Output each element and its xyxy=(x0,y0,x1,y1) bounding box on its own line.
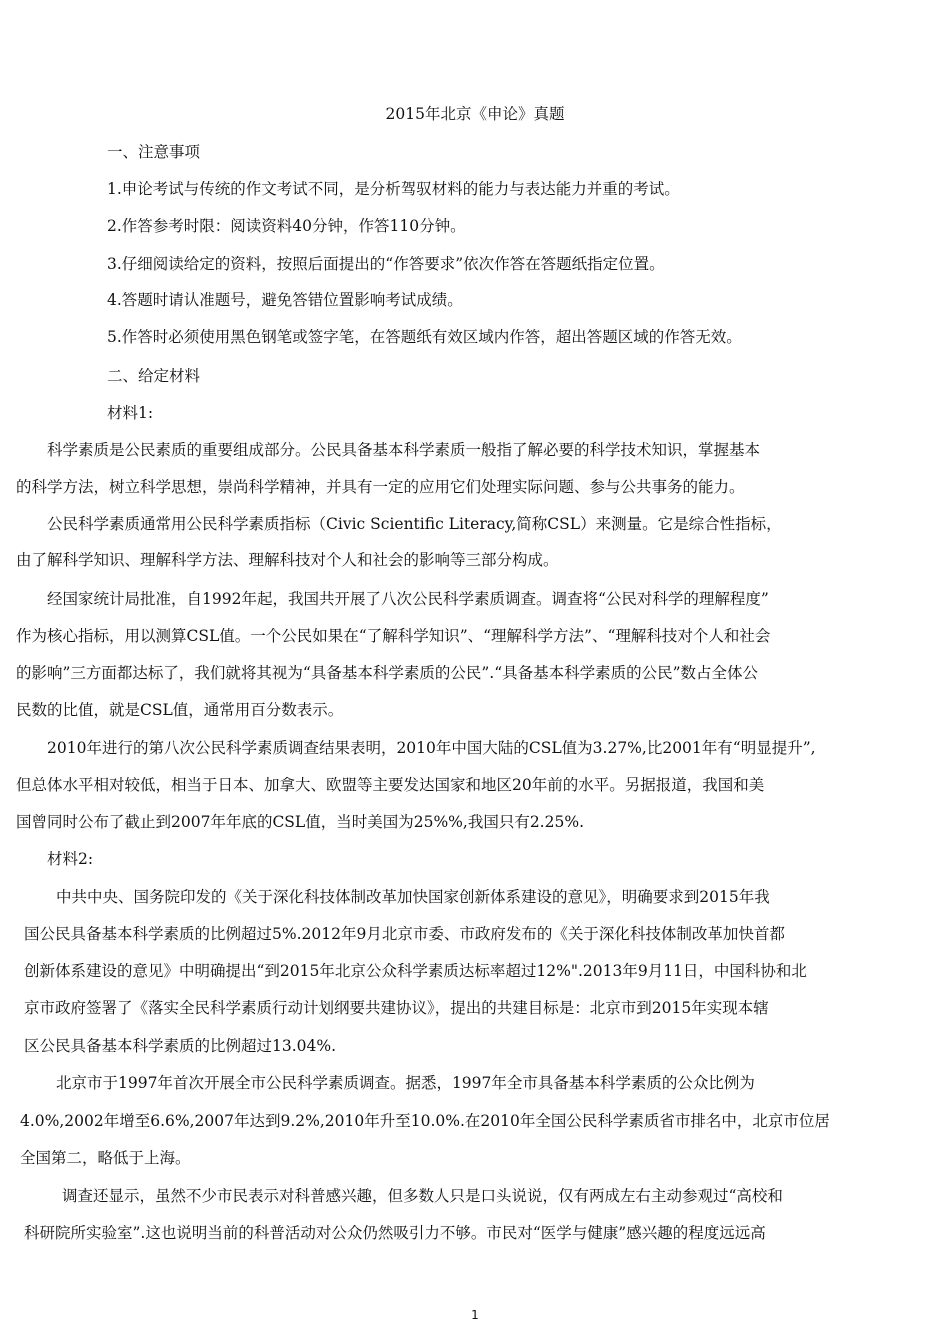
body-line: 的科学方法，树立科学思想，崇尚科学精神，并具有一定的应用它们处理实际问题、参与公共事务的能力。 xyxy=(16,478,745,496)
notice-item: 2.作答参考时限：阅读资料40分钟，作答110分钟。 xyxy=(107,217,466,235)
page-number: 1 xyxy=(471,1308,479,1322)
body-line: 国公民具备基本科学素质的比例超过5%.2012年9月北京市委、市政府发布的《关于深化科技体制改革加快首都 xyxy=(24,925,785,943)
body-line: 调查还显示，虽然不少市民表示对科普感兴趣，但多数人只是口头说说，仅有两成左右主动参观过“高校和 xyxy=(62,1187,783,1205)
body-line: 2010年进行的第八次公民科学素质调查结果表明，2010年中国大陆的CSL值为3.27%,比2001年有“明显提升”, xyxy=(47,739,816,757)
body-line: 但总体水平相对较低，相当于日本、加拿大、欧盟等主要发达国家和地区20年前的水平。另据报道，我国和美 xyxy=(16,776,765,794)
body-line: 中共中央、国务院印发的《关于深化科技体制改革加快国家创新体系建设的意见》，明确要求到2015年我 xyxy=(56,888,770,906)
material-1-label: 材料1: xyxy=(107,404,154,422)
body-line: 科学素质是公民素质的重要组成部分。公民具备基本科学素质一般指了解必要的科学技术知识，掌握基本 xyxy=(47,441,761,459)
body-line: 区公民具备基本科学素质的比例超过13.04%. xyxy=(24,1037,337,1055)
notice-item: 3.仔细阅读给定的资料，按照后面提出的“作答要求”依次作答在答题纸指定位置。 xyxy=(107,255,665,273)
body-line: 作为核心指标，用以测算CSL值。一个公民如果在“了解科学知识”、“理解科学方法”、“理解科技对个人和社会 xyxy=(16,627,771,645)
body-line: 经国家统计局批准，自1992年起，我国共开展了八次公民科学素质调查。调查将“公民对科学的理解程度” xyxy=(47,590,769,608)
body-line: 民数的比值，就是CSL值，通常用百分数表示。 xyxy=(16,701,344,719)
section-heading-notes: 一、注意事项 xyxy=(107,143,201,161)
notice-item: 5.作答时必须使用黑色钢笔或签字笔，在答题纸有效区域内作答，超出答题区域的作答无效。 xyxy=(107,328,742,346)
body-line: 的影响”三方面都达标了，我们就将其视为“具备基本科学素质的公民”.“具备基本科学素质的公民”数占全体公 xyxy=(16,664,759,682)
document-title: 2015年北京《申论》真题 xyxy=(385,105,565,123)
body-line: 公民科学素质通常用公民科学素质指标（Civic Scientific Literacy,简称CSL）来测量。它是综合性指标， xyxy=(47,515,782,533)
body-line: 国曾同时公布了截止到2007年年底的CSL值，当时美国为25%%,我国只有2.25%. xyxy=(16,813,584,831)
body-line: 全国第二，略低于上海。 xyxy=(20,1149,191,1167)
material-2-label: 材料2: xyxy=(47,850,94,868)
notice-item: 1.申论考试与传统的作文考试不同，是分析驾驭材料的能力与表达能力并重的考试。 xyxy=(107,180,680,198)
body-line: 京市政府签署了《落实全民科学素质行动计划纲要共建协议》，提出的共建目标是：北京市到2015年实现本辖 xyxy=(24,999,769,1017)
body-line: 4.0%,2002年增至6.6%,2007年达到9.2%,2010年升至10.0%.在2010年全国公民科学素质省市排名中，北京市位居 xyxy=(20,1112,830,1130)
body-line: 创新体系建设的意见》中明确提出“到2015年北京公众科学素质达标率超过12%".2013年9月11日，中国科协和北 xyxy=(24,962,807,980)
body-line: 由了解科学知识、理解科学方法、理解科技对个人和社会的影响等三部分构成。 xyxy=(16,551,559,569)
notice-item: 4.答题时请认准题号，避免答错位置影响考试成绩。 xyxy=(107,291,463,309)
body-line: 科研院所实验室”.这也说明当前的科普活动对公众仍然吸引力不够。市民对“医学与健康”感兴趣的程度远远高 xyxy=(24,1224,766,1242)
body-line: 北京市于1997年首次开展全市公民科学素质调查。据悉，1997年全市具备基本科学素质的公众比例为 xyxy=(56,1074,755,1092)
section-heading-materials: 二、给定材料 xyxy=(107,367,201,385)
